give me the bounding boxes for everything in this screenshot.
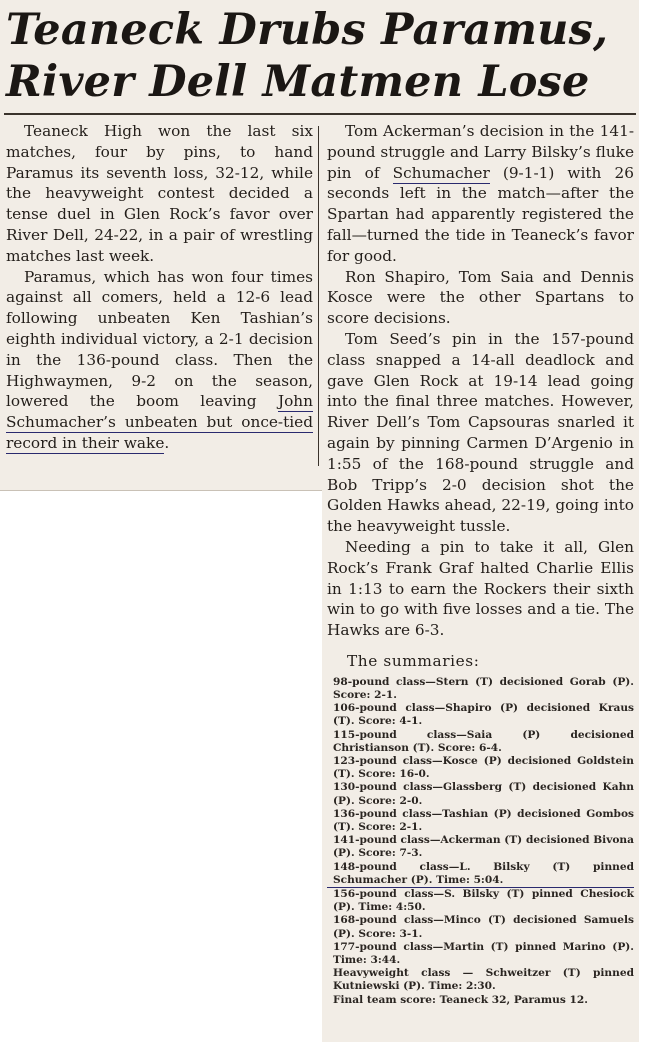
summaries-heading: The summaries: — [347, 651, 480, 670]
summary-row: 130-pound class—Glassberg (T) decisioned Kahn (P). Score: 2-0. — [333, 781, 634, 807]
summary-row: 148-pound class—L. Bilsky (T) pinned Schumacher (P). Time: 5:04. — [327, 861, 634, 888]
paragraph-text: (9-1-1) with 26 seconds left in the match—after the Spartan had apparently registered the fall—turned the tide in Teaneck’s favor for good. — [327, 163, 634, 265]
summary-row: 136-pound class—Tashian (P) decisioned Gombos (T). Score: 2-1. — [333, 807, 634, 833]
paragraph-text: . — [164, 433, 170, 452]
article-paragraph: Tom Seed’s pin in the 157-pound class snapped a 14-all deadlock and gave Glen Rock at 19-14 lead going into the final three matches. However, River Dell’s Tom Capsouras snarled it again by pinning Carmen D’Argenio in 1:55 of the 168-pound struggle and Bob Tripp’s 2-0 decision shot the Golden Hawks ahead, 22-19, going into the heavyweight tussle. — [327, 329, 634, 536]
summary-row: 141-pound class—Ackerman (T) decisioned Bivona (P). Score: 7-3. — [333, 834, 634, 860]
article-paragraph — [327, 121, 634, 267]
summary-row: 168-pound class—Minco (T) decisioned Samuels (P). Score: 3-1. — [333, 914, 634, 940]
paragraph-text: Paramus, which has won four times against all comers, held a 12-6 lead following unbeaten Ken Tashian’s eighth individual victory, a 2-1 decision in the 136-pound class. Then the Highwaymen, 9-2 on the season, lowered the boom leaving — [6, 267, 313, 411]
article-paragraph: Teaneck High won the last six matches, four by pins, to hand Paramus its seventh loss, 32-12, while the heavyweight contest decided a tense duel in Glen Rock’s favor over River Dell, 24-22, in a pair of wrestling matches last week. — [6, 122, 313, 265]
column-divider — [318, 126, 319, 466]
headline-line-1: Teaneck Drubs Paramus, — [6, 5, 609, 55]
pen-underlined-text: Schumacher — [392, 163, 490, 182]
article-paragraph: Needing a pin to take it all, Glen Rock’s Frank Graf halted Charlie Ellis in 1:13 to earn the Rockers their sixth win to go with five losses and a tie. The Hawks are 6-3. — [327, 537, 634, 640]
pen-underlined-text: John Schumacher’s unbeaten but once-tied record in their wake — [6, 392, 313, 452]
summary-row: Heavyweight class — Schweitzer (T) pinned Kutniewski (P). Time: 2:30. — [333, 967, 634, 993]
paragraph-text: Tom Ackerman’s decision in the 141-pound struggle and Larry Bilsky’s fluke pin of — [327, 122, 634, 182]
summary-row: 177-pound class—Martin (T) pinned Marino (P). Time: 3:44. — [333, 940, 634, 966]
headline — [6, 4, 634, 108]
article-left-column — [6, 121, 313, 454]
article-paragraph: Ron Shapiro, Tom Saia and Dennis Kosce were the other Spartans to score decisions. — [327, 267, 634, 328]
article-right-column — [327, 121, 634, 1007]
headline-rule — [4, 113, 636, 115]
summary-row: 123-pound class—Kosce (P) decisioned Goldstein (T). Score: 16-0. — [333, 754, 634, 781]
summary-row: 156-pound class—S. Bilsky (T) pinned Chesiock (P). Time: 4:50. — [333, 887, 634, 914]
headline-line-2: River Dell Matmen Lose — [6, 57, 590, 107]
summary-row: 115-pound class—Saia (P) decisioned Christianson (T). Score: 6-4. — [333, 728, 634, 754]
summary-row: 98-pound class—Stern (T) decisioned Gorab (P). Score: 2-1. — [333, 675, 634, 701]
summary-row: 106-pound class—Shapiro (P) decisioned Kraus (T). Score: 4-1. — [333, 702, 634, 728]
article-paragraph — [6, 267, 313, 454]
summaries-list — [327, 676, 634, 1007]
summary-row: Final team score: Teaneck 32, Paramus 12. — [333, 993, 588, 1006]
